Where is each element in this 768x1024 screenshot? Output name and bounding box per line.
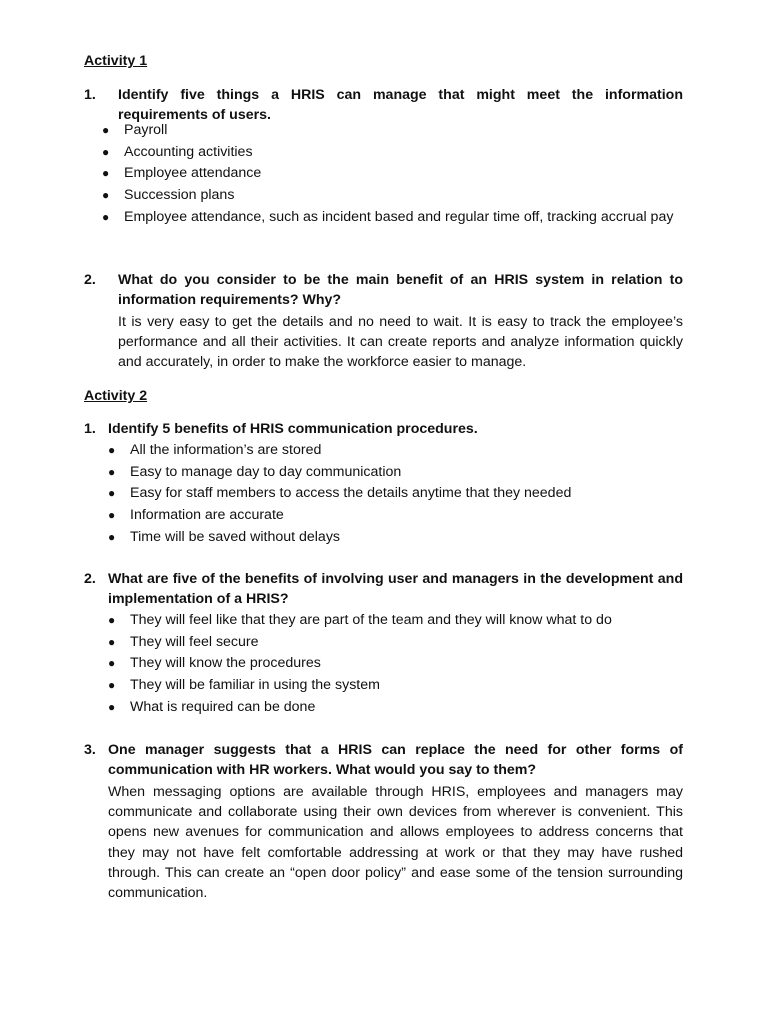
bullet-icon: ●: [108, 508, 116, 523]
bullet-icon: ●: [102, 188, 110, 203]
list-item: ● What is required can be done: [108, 697, 684, 719]
activity-2-heading: Activity 2: [84, 388, 148, 404]
activity-2-question-1-number: 1.: [84, 421, 96, 437]
list-item: ● Payroll: [102, 120, 684, 142]
bullet-icon: ●: [102, 166, 110, 181]
activity-2-question-2-list: [108, 610, 684, 719]
activity-2-question-1-text: Identify 5 benefits of HRIS communication procedures.: [108, 421, 478, 437]
bullet-icon: ●: [102, 144, 110, 159]
activity-2-question-3-answer: When messaging options are available through HRIS, employees and managers may communicate and collaborate using their own devices from wherever is convenient. This opens new avenues for communication and allows employees to address concerns that they may not have felt comfortable addressing at work or that they may have rushed through. This can create an “open door policy” and ease some of the tension surrounding communication.: [108, 784, 683, 902]
list-item: ● They will feel like that they are part of the team and they will know what to do: [108, 610, 684, 632]
activity-1-question-2-answer: It is very easy to get the details and no need to wait. It is easy to track the employee’s performance and all their activities. It can create reports and analyze information quickly and accurately, in order to make the workforce easier to manage.: [118, 314, 683, 371]
activity-1-heading: Activity 1: [84, 53, 148, 69]
list-item: ● Employee attendance, such as incident based and regular time off, tracking accrual pay: [102, 207, 684, 229]
bullet-icon: ●: [108, 613, 116, 627]
activity-2-question-2-number: 2.: [84, 571, 96, 587]
bullet-icon: ●: [108, 634, 116, 649]
bullet-icon: ●: [108, 486, 116, 501]
activity-1-question-1-text: Identify five things a HRIS can manage that might meet the information requirements of users.: [118, 87, 683, 123]
list-item: ● They will know the procedures: [108, 653, 684, 675]
bullet-icon: ●: [108, 656, 116, 671]
list-item: ● All the information’s are stored: [108, 440, 684, 462]
list-item: ● Information are accurate: [108, 505, 684, 527]
activity-2-question-1-list: [108, 440, 684, 549]
bullet-icon: ●: [102, 123, 110, 137]
activity-1-question-2-text: What do you consider to be the main benefit of an HRIS system in relation to information requirements? Why?: [118, 272, 683, 308]
list-item: ● They will be familiar in using the system: [108, 675, 684, 697]
bullet-icon: ●: [108, 443, 116, 457]
list-item: ● They will feel secure: [108, 632, 684, 654]
list-item: ● Succession plans: [102, 185, 684, 207]
bullet-icon: ●: [108, 464, 116, 479]
activity-1-question-1-number: 1.: [84, 87, 96, 103]
activity-2-question-3-text: One manager suggests that a HRIS can replace the need for other forms of communication with HR workers. What would you say to them?: [108, 742, 683, 778]
activity-2-question-2-text: What are five of the benefits of involving user and managers in the development and implementation of a HRIS?: [108, 571, 683, 607]
list-item: ● Easy to manage day to day communication: [108, 462, 684, 484]
activity-1-question-2-number: 2.: [84, 272, 96, 288]
activity-2-question-3-number: 3.: [84, 742, 96, 758]
activity-1-question-1-list: [102, 120, 684, 229]
list-item: ● Easy for staff members to access the details anytime that they needed: [108, 483, 684, 505]
list-item: ● Employee attendance: [102, 163, 684, 185]
bullet-icon: ●: [108, 678, 116, 693]
bullet-icon: ●: [102, 209, 110, 224]
list-item: ● Time will be saved without delays: [108, 527, 684, 549]
bullet-icon: ●: [108, 699, 116, 714]
list-item: ● Accounting activities: [102, 142, 684, 164]
bullet-icon: ●: [108, 529, 116, 544]
